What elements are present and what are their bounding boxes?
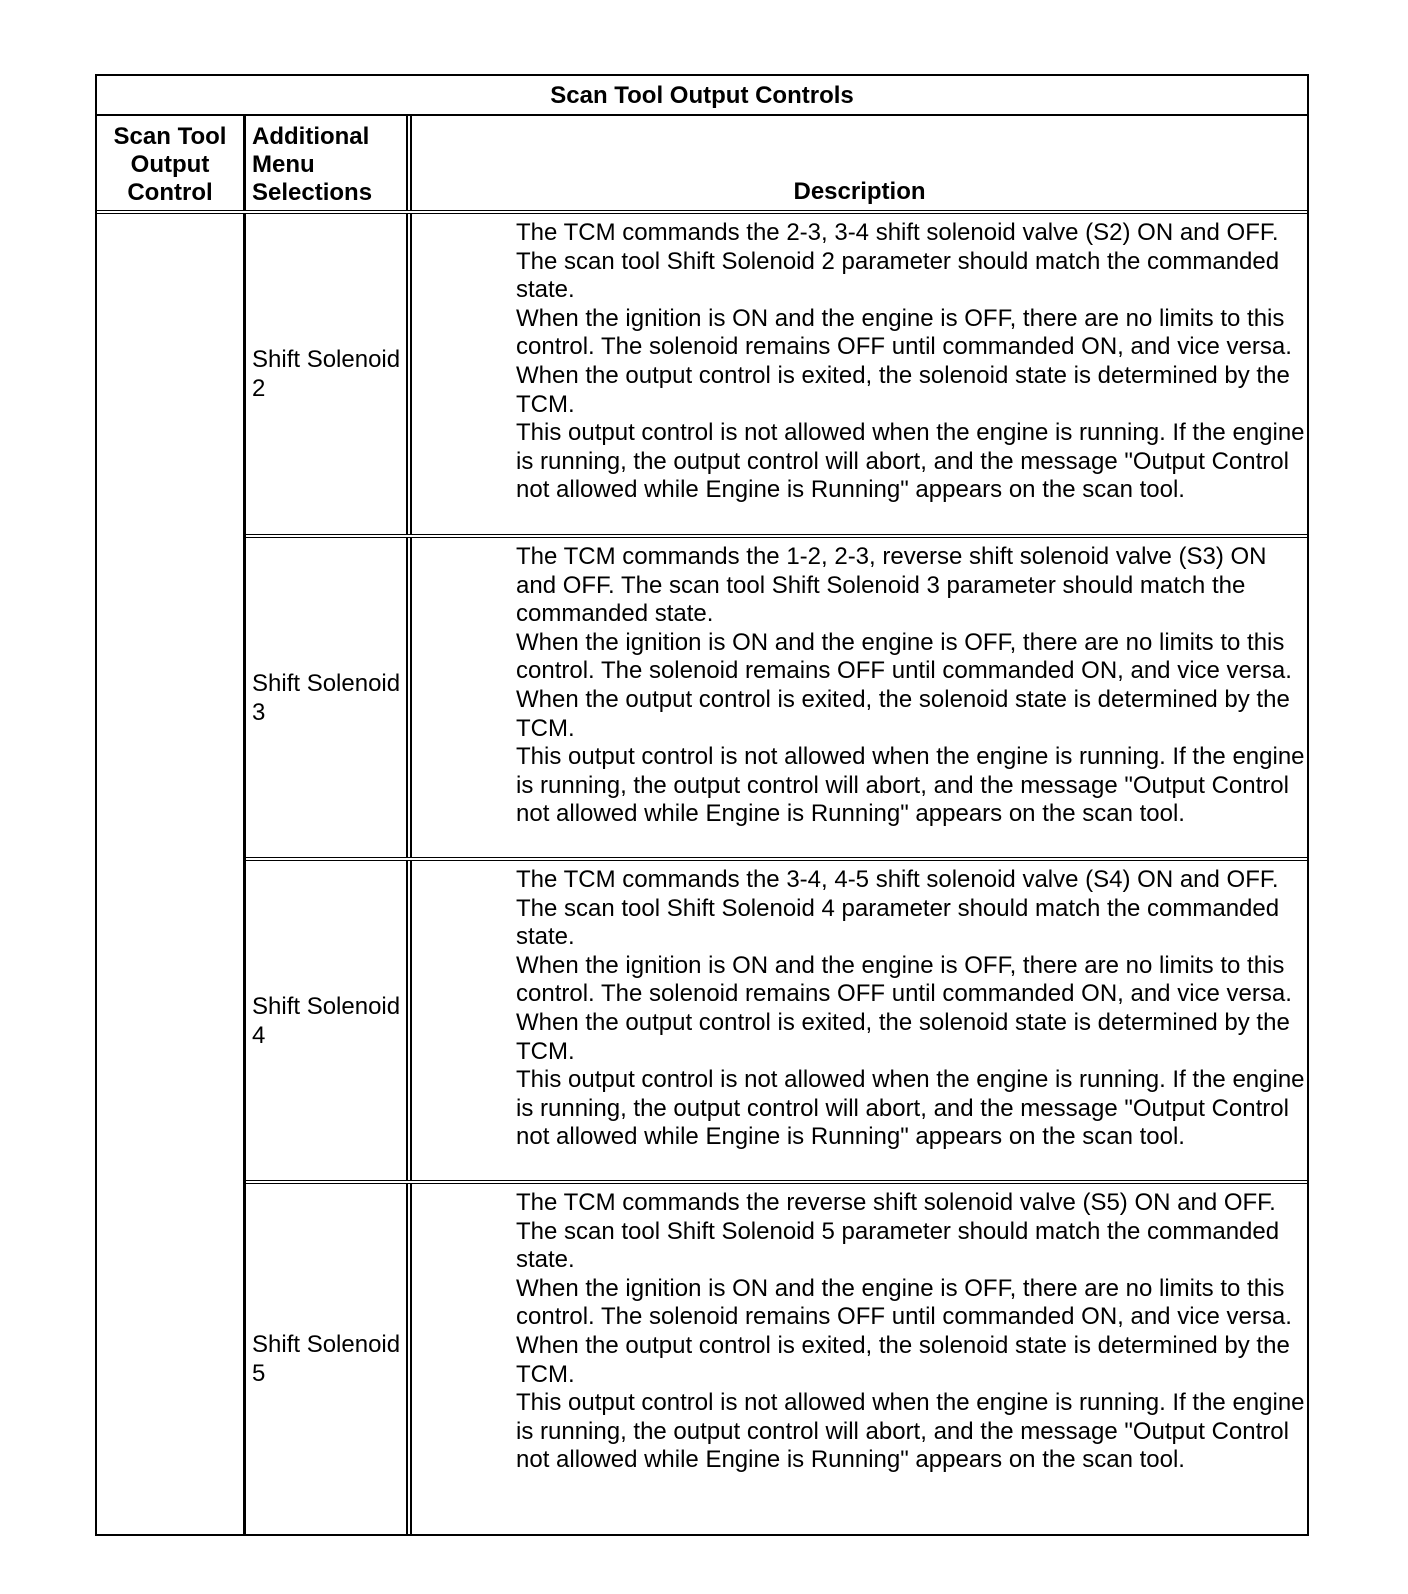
description-paragraph: The TCM commands the 3-4, 4-5 shift solenoid valve (S4) ON and OFF. The scan tool Shift Solenoid 4 parameter should match the commanded state. [516,866,1280,951]
header-additional-menu-selections: Additional Menu Selections [246,116,412,210]
description-paragraph: This output control is not allowed when the engine is running. If the engine is running, the output control will abort, and the message "Output Control not allowed while Engine is Running" appears on the scan tool. [516,1389,1305,1474]
table-row [246,1184,1307,1534]
description-cell [516,219,1307,505]
menu-selection-label: Shift Solenoid 4 [252,992,401,1049]
table-title: Scan Tool Output Controls [97,76,1307,116]
menu-selection-cell [246,538,412,857]
header-row [97,116,1307,214]
header-scan-tool-output-control: Scan Tool Output Control [97,116,246,210]
description-paragraph: This output control is not allowed when the engine is running. If the engine is running, the output control will abort, and the message "Output Control not allowed while Engine is Running" appears on the scan tool. [516,419,1305,504]
menu-selection-label: Shift Solenoid 3 [252,669,401,726]
header-description [412,116,1307,210]
menu-selection-cell [246,214,412,534]
header-description-label: Description [793,178,926,205]
menu-selection-label: Shift Solenoid 2 [252,346,401,402]
output-controls-table [95,74,1309,1536]
description-paragraph: This output control is not allowed when the engine is running. If the engine is running, the output control will abort, and the message "Output Control not allowed while Engine is Running" appears on the scan tool. [516,1066,1305,1151]
menu-selection-cell [246,1184,412,1534]
table-row [246,538,1307,861]
menu-selection-cell [246,861,412,1180]
description-cell [516,866,1307,1152]
description-paragraph: This output control is not allowed when the engine is running. If the engine is running, the output control will abort, and the message "Output Control not allowed while Engine is Running" appears on the scan tool. [516,743,1305,828]
description-paragraph: The TCM commands the reverse shift solenoid valve (S5) ON and OFF. The scan tool Shift Solenoid 5 parameter should match the commanded state. [516,1189,1280,1274]
output-control-cell [97,214,246,1534]
description-paragraph: The TCM commands the 2-3, 3-4 shift solenoid valve (S2) ON and OFF. The scan tool Shift Solenoid 2 parameter should match the commanded state. [516,219,1280,304]
description-paragraph: When the ignition is ON and the engine is OFF, there are no limits to this control. The solenoid remains OFF until commanded ON, and vice versa. When the output control is exited, the solenoid state is determined by the TCM. [516,628,1292,742]
table-row [246,861,1307,1184]
description-paragraph: The TCM commands the 1-2, 2-3, reverse shift solenoid valve (S3) ON and OFF. The scan tool Shift Solenoid 3 parameter should match the commanded state. [516,543,1267,628]
table-row [246,214,1307,538]
menu-selection-label: Shift Solenoid 5 [252,1331,401,1387]
description-paragraph: When the ignition is ON and the engine is OFF, there are no limits to this control. The solenoid remains OFF until commanded ON, and vice versa. When the output control is exited, the solenoid state is determined by the TCM. [516,951,1292,1065]
description-paragraph: When the ignition is ON and the engine is OFF, there are no limits to this control. The solenoid remains OFF until commanded ON, and vice versa. When the output control is exited, the solenoid state is determined by the TCM. [516,1274,1292,1388]
description-paragraph: When the ignition is ON and the engine is OFF, there are no limits to this control. The solenoid remains OFF until commanded ON, and vice versa. When the output control is exited, the solenoid state is determined by the TCM. [516,304,1292,418]
description-cell [516,543,1307,829]
description-cell [516,1189,1307,1475]
